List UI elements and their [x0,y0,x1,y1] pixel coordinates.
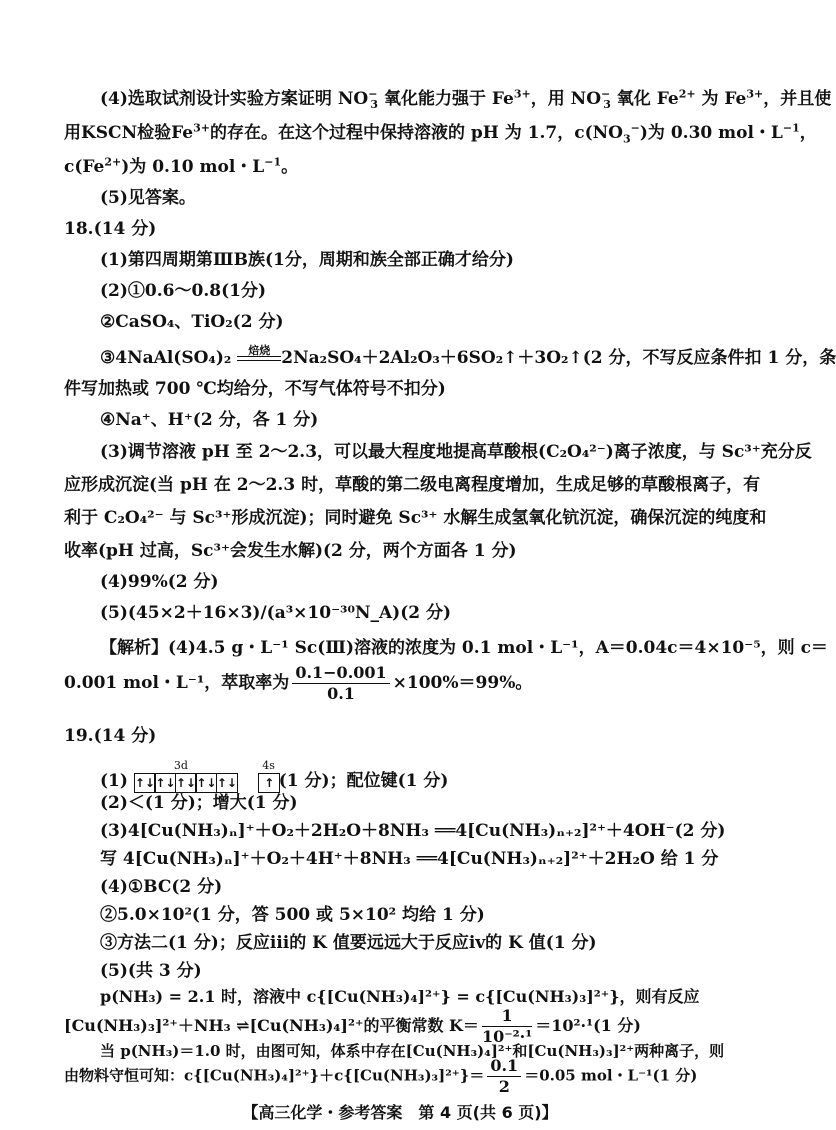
orbital-3d [134,758,237,793]
text: 由物料守恒可知：c{[Cu(NH₃)₄]²⁺}＋c{[Cu(NH₃)₃]²⁺}＝ [64,1066,485,1085]
text: 3 [370,98,379,112]
text: ， [799,123,817,143]
text: 2+ [678,87,696,101]
text: ×100%＝99%。 [392,673,533,693]
reaction-condition-arrow [237,344,281,361]
text-line: ②CaSO₄、TiO₂(2 分) [100,312,284,332]
orbital-label: 3d [173,758,188,772]
text-line: (3)调节溶液 pH 至 2～2.3，可以最大程度地提高草酸根(C₂O₄²⁻)离子浓度，与 Sc³⁺充分反 [100,442,812,462]
electron-box: ↑ [258,773,280,793]
text-line: ②5.0×10²(1 分，答 500 或 5×10² 均给 1 分) [100,905,485,925]
text: ，并且使 [763,89,832,109]
condition-label: 焙烧 [248,344,271,357]
text-line: (1)第四周期第ⅢB族(1分，周期和族全部正确才给分) [100,250,514,270]
text: (1) [100,771,128,791]
text: ，用 NO [530,89,602,109]
numerator: 1 [482,1006,532,1027]
text: 2+ [104,155,122,169]
text: 3+ [513,87,531,101]
electron-box: ↑↓ [175,773,197,793]
denominator: 10⁻²·¹ [481,1027,533,1046]
text: )为 0.10 mol・L [121,157,265,177]
text: 。 [281,157,299,177]
equation-line [100,344,836,369]
electron-box: ↑↓ [216,773,238,793]
text: 氧化 Fe [610,89,679,109]
text-line: 利于 C₂O₄²⁻ 与 Sc³⁺形成沉淀)；同时避免 Sc³⁺ 水解生成氢氧化钪沉淀，确保沉淀的纯度和 [64,508,767,528]
equation-line: (3)4[Cu(NH₃)ₙ]⁺＋O₂＋2H₂O＋8NH₃ ══4[Cu(NH₃)ₙ₊₂]²⁺＋4OH⁻(2 分) [100,821,726,841]
numerator: 0.1 [487,1056,521,1077]
text: 为 Fe [695,89,747,109]
text-line: (5)见答案。 [100,188,196,208]
page-footer: 【高三化学・参考答案 第 4 页(共 6 页)】 [242,1103,558,1122]
text-line: 件写加热或 700 ℃均给分，不写气体符号不扣分) [64,379,446,399]
text-line [64,156,298,178]
text-line: 应形成沉淀(当 pH 在 2～2.3 时，草酸的第二级电离程度增加，生成足够的草酸根离子，有 [64,475,761,495]
fraction [292,663,389,704]
text-line: 【解析】(4)4.5 g・L⁻¹ Sc(Ⅲ)溶液的浓度为 0.1 mol・L⁻¹，A＝0.04c＝4×10⁻⁵，则 c＝ [100,638,828,658]
text: 3+ [746,87,764,101]
text: −1 [264,155,282,169]
text-line: (2)＜(1 分)；增大(1 分) [100,793,298,813]
text-line: 当 p(NH₃)＝1.0 时，由图可知，体系中存在[Cu(NH₃)₄]²⁺和[Cu(NH₃)₃]²⁺两种离子，则 [100,1042,725,1060]
orbital-diagram-line [100,758,449,793]
text: 用KSCN检验Fe [64,123,194,143]
numerator: 0.1−0.001 [292,663,389,684]
text: 3+ [193,121,210,135]
text: ＝0.05 mol・L⁻¹(1 分) [524,1066,698,1085]
fraction [487,1056,521,1097]
denominator: 2 [498,1077,510,1096]
text-line: (4)99%(2 分) [100,572,219,592]
text-line: (2)①0.6～0.8(1分) [100,281,266,301]
text-line: 收率(pH 过高，Sc³⁺会发生水解)(2 分，两个方面各 1 分) [64,541,517,561]
equation-line: 写 4[Cu(NH₃)ₙ]⁺＋O₂＋4H⁺＋8NH₃ ══4[Cu(NH₃)ₙ₊₂]²⁺＋2H₂O 给 1 分 [100,849,719,869]
text: )为 0.30 mol・L [639,123,783,143]
text: [Cu(NH₃)₃]²⁺＋NH₃ ⇌[Cu(NH₃)₄]²⁺的平衡常数 K＝ [64,1016,479,1035]
text: 氧化能力强于 Fe [378,89,514,109]
text: − [630,121,640,135]
text-line: (5)(45×2＋16×3)/(a³×10⁻³⁰N_A)(2 分) [100,603,452,623]
question-number: 18.(14 分) [64,219,157,239]
text-line: p(NH₃) = 2.1 时，溶液中 c{[Cu(NH₃)₄]²⁺} = c{[Cu(NH₃)₃]²⁺}，则有反应 [100,987,700,1006]
orbital-4s [258,758,279,793]
text-line: ④Na⁺、H⁺(2 分，各 1 分) [100,410,319,430]
text: − [601,87,611,101]
electron-box: ↑↓ [154,773,176,793]
question-number: 19.(14 分) [64,726,157,746]
text: ③4NaAl(SO₄)₂ [100,348,232,368]
text: −1 [782,121,800,135]
electron-box: ↑↓ [195,773,217,793]
text: (1 分)；配位键(1 分) [278,771,449,791]
text: 3 [603,98,611,112]
text: c(Fe [64,157,105,177]
text: ＝10²·¹(1 分) [535,1016,641,1035]
text-line: ③方法二(1 分)；反应ⅲ的 K 值要远远大于反应ⅳ的 K 值(1 分) [100,933,597,953]
text-line: (4)①BC(2 分) [100,877,223,897]
text: (4)选取试剂设计实验方案证明 NO [100,89,369,109]
text-line [64,122,817,144]
text: 的存在。在这个过程中保持溶液的 pH 为 1.7，c(NO [209,123,623,143]
electron-box: ↑↓ [134,773,156,793]
text-line: (5)(共 3 分) [100,961,202,981]
fraction-line [64,663,532,704]
fraction-line [64,1056,697,1097]
text: 3 [622,132,631,146]
denominator: 0.1 [327,684,355,703]
text: − [368,87,378,101]
orbital-label: 4s [262,758,275,772]
text: 2Na₂SO₄＋2Al₂O₃＋6SO₂↑＋3O₂↑(2 分，不写反应条件扣 1 分，条 [281,348,836,368]
text: 0.001 mol・L⁻¹，萃取率为 [64,673,290,693]
text-line [100,88,831,110]
